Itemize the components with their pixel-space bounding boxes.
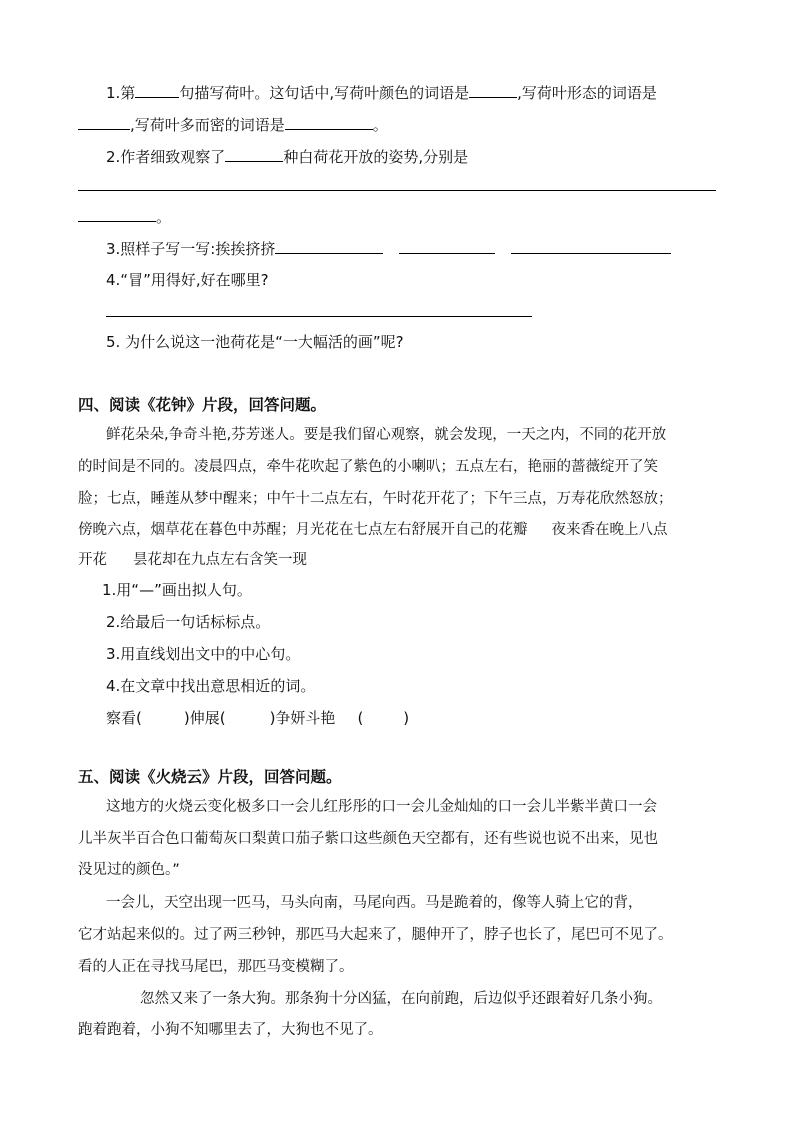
section5-para-line: 它才站起来似的。过了两三秒钟，那匹马大起来了，腿伸开了，脖子也长了，尾巴可不见了。 bbox=[78, 927, 673, 943]
section5-para-line: 儿半灰半百合色口葡萄灰口梨黄口茄子紫口这些颜色天空都有，还有些说也说不出来，见也 bbox=[78, 831, 658, 847]
section5-para-line: 没见过的颜色。” bbox=[78, 862, 180, 878]
section5-para-line: 这地方的火烧云变化极多口一会儿红彤彤的口一会儿金灿灿的口一会儿半紫半黄口一会 bbox=[106, 799, 657, 815]
answer-blank[interactable] bbox=[469, 82, 517, 98]
section5-para-line: 一会儿，天空出现一匹马，马头向南，马尾向西。马是跪着的，像等人骑上它的背， bbox=[106, 895, 643, 911]
q3-2-line2: 。 bbox=[78, 206, 171, 227]
section4-para-line: 傍晚六点，烟草花在暮色中苏醒；月光花在七点左右舒展开自己的花瓣 夜来香在晚上八点 bbox=[78, 522, 668, 538]
answer-line[interactable] bbox=[106, 316, 532, 317]
section4-para-line: 鲜花朵朵,争奇斗艳,芬芳迷人。要是我们留心观察，就会发现，一天之内，不同的花开放 bbox=[106, 427, 667, 443]
section5-heading: 五、阅读《火烧云》片段，回答问题。 bbox=[78, 768, 342, 786]
section4-question: 1.用“—”画出拟人句。 bbox=[102, 581, 252, 599]
q3-1-line2: ,写荷叶多而密的词语是 。 bbox=[78, 114, 388, 135]
q3-5: 5. 为什么说这一池荷花是“一大幅活的画”呢? bbox=[106, 333, 404, 351]
section5-para-line: 跑着跑着，小狗不知哪里去了，大狗也不见了。 bbox=[78, 1022, 383, 1038]
section4-question: 4.在文章中找出意思相近的词。 bbox=[106, 677, 316, 695]
q3-1-line1: 1.第 句描写荷叶。这句话中,写荷叶颜色的词语是 ,写荷叶形态的词语是 bbox=[106, 84, 657, 102]
section5-para-line: 看的人正在寻找马尾巴，那匹马变模糊了。 bbox=[78, 959, 354, 975]
answer-blank[interactable] bbox=[275, 238, 383, 254]
section4-question: 3.用直线划出文中的中心句。 bbox=[106, 645, 301, 663]
answer-blank[interactable] bbox=[135, 82, 179, 98]
section4-question: 2.给最后一句话标标点。 bbox=[106, 613, 271, 631]
q3-3: 3.照样子写一写:挨挨挤挤 bbox=[106, 238, 671, 259]
answer-line[interactable] bbox=[78, 190, 716, 191]
section5-para-line: 忽然又来了一条大狗。那条狗十分凶猛，在向前跑，后边似乎还跟着好几条小狗。 bbox=[140, 991, 662, 1007]
answer-blank[interactable] bbox=[285, 114, 373, 130]
section4-para-line: 开花 昙花却在九点左右含笑一现 bbox=[78, 552, 307, 568]
q3-4: 4.“冒”用得好,好在哪里? bbox=[106, 271, 269, 289]
answer-blank[interactable] bbox=[78, 114, 130, 130]
q3-2-line1: 2.作者细致观察了 种白荷花开放的姿势,分别是 bbox=[106, 148, 469, 166]
answer-blank[interactable] bbox=[225, 146, 283, 162]
answer-blank[interactable] bbox=[511, 238, 671, 254]
section4-heading: 四、阅读《花钟》片段，回答问题。 bbox=[78, 396, 327, 414]
section4-para-line: 的时间是不同的。凌晨四点，牵牛花吹起了紫色的小喇叭；五点左右，艳丽的蔷薇绽开了笑 bbox=[78, 459, 658, 475]
answer-blank[interactable] bbox=[399, 238, 495, 254]
answer-blank[interactable] bbox=[78, 206, 156, 222]
section4-para-line: 脸；七点，睡莲从梦中醒来；中午十二点左右，午时花开花了；下午三点，万寿花欣然怒放； bbox=[78, 491, 673, 507]
similar-words-row: 察看( )伸展( )争妍斗艳 ( ) bbox=[106, 709, 410, 727]
